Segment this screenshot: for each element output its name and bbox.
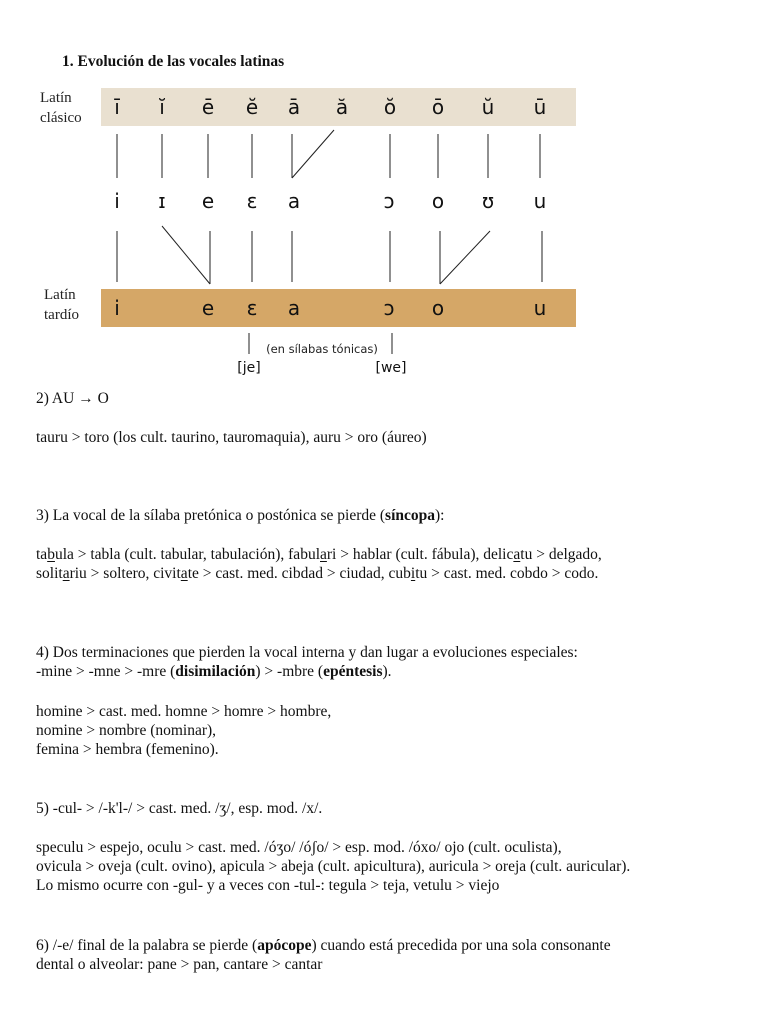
text-run: solit [36, 565, 63, 582]
classic-vowel: ē [201, 95, 215, 119]
late-vowel: o [431, 296, 445, 320]
example-line [36, 564, 756, 583]
example-line: femina > hembra (femenino). [36, 741, 219, 758]
late-vowel: a [287, 296, 301, 320]
term-epenthesis: epéntesis [323, 663, 383, 680]
section-heading: 4) Dos terminaciones que pierden la vocal interna y dan lugar a evoluciones especiales: [36, 644, 578, 661]
underlined-vowel: i [410, 565, 416, 582]
term-apocope: apócope [257, 937, 312, 954]
text-run: te > cast. med. cibdad > ciudad, cub [187, 565, 411, 582]
section-heading: 5) -cul- > /-k'l-/ > cast. med. /ʒ/, esp. mod. /x/. [36, 800, 323, 817]
text-run: ). [382, 663, 392, 680]
label-late-latin-2: tardío [44, 307, 79, 323]
section-5-body [36, 838, 756, 895]
classic-vowel: ā [287, 95, 301, 119]
example-line: nomine > nombre (nominar), [36, 722, 217, 739]
example-line: Lo mismo ocurre con -gul- y a veces con -tul-: tegula > teja, vetulu > viejo [36, 877, 500, 894]
diphthong-je: [je] [237, 360, 261, 376]
classic-vowel: ŭ [481, 95, 495, 119]
classic-vowel: ō [431, 95, 445, 119]
example-line: homine > cast. med. homne > homre > hombre, [36, 703, 332, 720]
example-line [36, 545, 756, 564]
text-run: ri > hablar (cult. fábula), delic [326, 546, 514, 563]
tonic-syllable-note: (en sílabas tónicas) [266, 342, 378, 356]
section-4 [36, 643, 756, 681]
text-run: -mine > -mne > -mre ( [36, 663, 176, 680]
term-dissimilation: disimilación [175, 663, 256, 680]
vowel-evolution-diagram [0, 0, 768, 390]
section-text: dental o alveolar: pane > pan, cantare > cantar [36, 956, 323, 973]
classic-vowel: ū [533, 95, 547, 119]
section-heading: 2) AU → O [36, 390, 109, 407]
section-subheading [36, 662, 756, 681]
underlined-vowel: a [320, 546, 327, 563]
underlined-vowel: a [180, 565, 188, 582]
text-run: tu > delgado, [520, 546, 602, 563]
late-vowel: i [114, 296, 120, 320]
classic-vowel: ĕ [245, 95, 259, 119]
section-3-body [36, 545, 756, 583]
intermediate-vowel: i [114, 189, 120, 213]
example-line: ovicula > oveja (cult. ovino), apicula > abeja (cult. apicultura), auricula > oreja (cult. auricular). [36, 858, 631, 875]
intermediate-vowel: u [533, 189, 547, 213]
section-4-body [36, 702, 756, 759]
late-vowel: ɔ [383, 296, 395, 320]
underlined-vowel: a [62, 565, 70, 582]
text-run: ) > -mbre ( [255, 663, 324, 680]
text-run: 6) /-e/ final de la palabra se pierde ( [36, 937, 258, 954]
connector-lines-upper [117, 130, 540, 178]
section-6 [36, 936, 756, 974]
classic-vowel: ī [114, 95, 120, 119]
late-vowel: ɛ [246, 296, 258, 320]
intermediate-vowel: ʊ [481, 189, 495, 213]
label-late-latin-1: Latín [44, 287, 76, 303]
intermediate-vowel: ɔ [383, 189, 395, 213]
section-2-body [36, 428, 756, 447]
diphthong-we: [we] [375, 360, 407, 376]
page-title: 1. Evolución de las vocales latinas [62, 53, 285, 70]
intermediate-vowel: ɛ [246, 189, 258, 213]
intermediate-vowel: a [287, 189, 301, 213]
section-text: tauru > toro (los cult. taurino, tauromaquia), auru > oro (áureo) [36, 429, 427, 446]
section-heading [36, 506, 756, 525]
classic-vowel: ă [335, 95, 349, 119]
intermediate-vowel: e [201, 189, 215, 213]
text-run: ) cuando está precedida por una sola consonante [311, 937, 611, 954]
connector-lines-lower [117, 226, 542, 284]
section-heading [36, 936, 756, 955]
classic-vowel: ŏ [383, 95, 397, 119]
section-5 [36, 799, 756, 818]
text-run: ula > tabla (cult. tabular, tabulación), fabul [54, 546, 320, 563]
underlined-vowel: a [513, 546, 521, 563]
text-run: riu > soltero, civit [69, 565, 181, 582]
underlined-vowel: b [47, 546, 55, 563]
late-latin-band [101, 289, 576, 327]
intermediate-vowel: ɪ [158, 189, 166, 213]
section-2 [36, 389, 756, 408]
term-syncope: síncopa [385, 507, 436, 524]
heading-text: 3) La vocal de la sílaba pretónica o postónica se pierde ( [36, 507, 386, 524]
late-vowel: u [533, 296, 547, 320]
heading-text: ): [435, 507, 445, 524]
section-3 [36, 506, 756, 525]
intermediate-vowel: o [431, 189, 445, 213]
text-run: tu > cast. med. cobdo > codo. [415, 565, 599, 582]
classic-vowel: ĭ [159, 95, 165, 119]
example-line: speculu > espejo, oculu > cast. med. /óʒo/ /óʃo/ > esp. mod. /óxo/ ojo (cult. oculista), [36, 839, 562, 856]
late-vowel: e [201, 296, 215, 320]
label-classic-latin-1: Latín [40, 90, 72, 106]
text-run: ta [36, 546, 48, 563]
label-classic-latin-2: clásico [40, 110, 82, 126]
